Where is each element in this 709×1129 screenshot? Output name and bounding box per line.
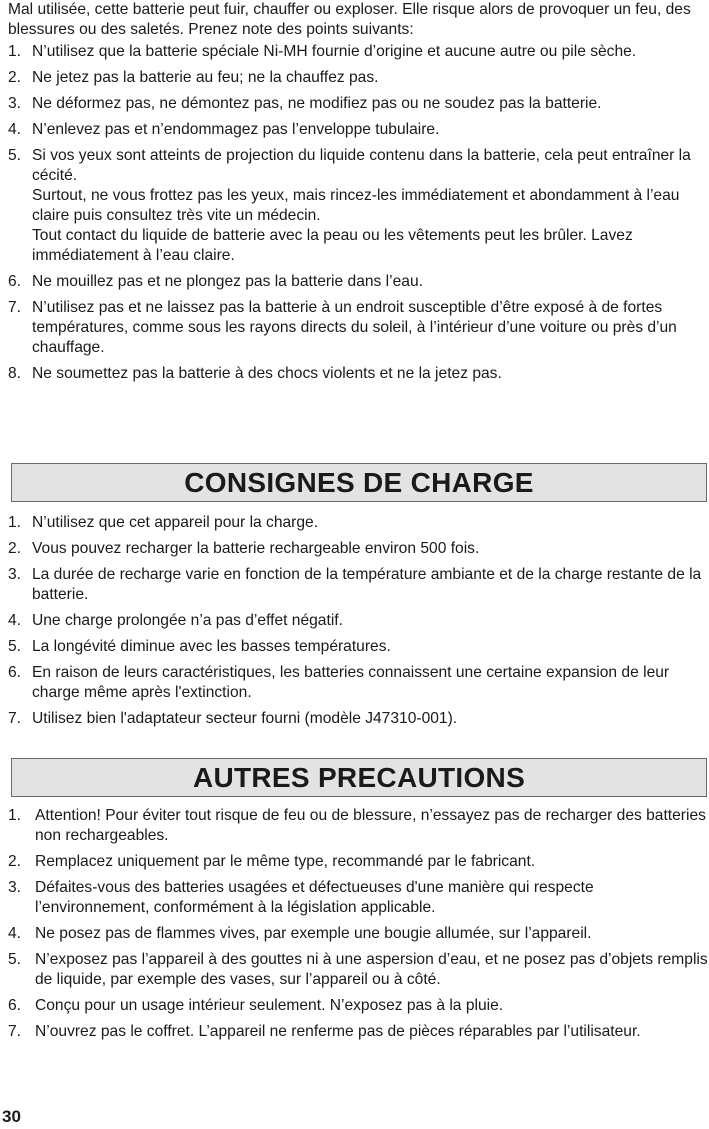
item-number: 7. — [8, 1023, 22, 1040]
item-text: N’ouvrez pas le coffret. L’appareil ne renferme pas de pièces réparables par l’utilisateur. — [35, 1023, 641, 1040]
charge-instructions-list — [8, 513, 708, 735]
section-title: CONSIGNES DE CHARGE — [184, 466, 534, 498]
item-number: 1. — [8, 514, 22, 531]
item-text: Attention! Pour éviter tout risque de feu ou de blessure, n’essayez pas de recharger des batteries non rechargeables. — [35, 807, 706, 844]
item-number: 4. — [8, 612, 22, 629]
item-number: 2. — [8, 853, 22, 870]
page-number: 30 — [2, 1107, 21, 1126]
list-item — [8, 878, 708, 918]
item-text: La longévité diminue avec les basses températures. — [32, 638, 391, 655]
item-text: N’enlevez pas et n’endommagez pas l’enveloppe tubulaire. — [32, 121, 440, 138]
item-text: N’utilisez que la batterie spéciale Ni-MH fournie d’origine et aucune autre ou pile sèche. — [32, 43, 637, 60]
item-number: 2. — [8, 69, 22, 86]
item-text: N’utilisez pas et ne laissez pas la batterie à un endroit susceptible d’être exposé à de fortes températures, comme sous les rayons directs du soleil, à l’intérieur d’une voiture ou près d’un chauffage. — [32, 299, 677, 356]
other-precautions-list — [8, 806, 708, 1048]
item-number: 2. — [8, 540, 22, 557]
list-item — [8, 924, 708, 944]
list-item — [8, 1022, 708, 1042]
item-text: Conçu pour un usage intérieur seulement. N’exposez pas à la pluie. — [35, 997, 504, 1014]
list-item — [8, 709, 708, 729]
item-text: La durée de recharge varie en fonction de la température ambiante et de la charge restante de la batterie. — [32, 566, 702, 603]
section-title: AUTRES PRECAUTIONS — [192, 761, 526, 793]
list-item — [8, 513, 708, 533]
list-item — [8, 637, 708, 657]
list-item — [8, 539, 708, 559]
list-item — [8, 120, 708, 140]
item-number: 6. — [8, 997, 22, 1014]
section-heading-charge — [11, 463, 707, 502]
list-item — [8, 663, 708, 703]
item-text: Ne posez pas de flammes vives, par exemple une bougie allumée, sur l’appareil. — [35, 925, 592, 942]
list-item — [8, 146, 708, 266]
item-number: 5. — [8, 147, 22, 164]
item-number: 5. — [8, 951, 22, 968]
item-text: Vous pouvez recharger la batterie rechargeable environ 500 fois. — [32, 540, 480, 557]
item-text: Défaites-vous des batteries usagées et défectueuses d'une manière qui respecte l’environnement, conformément à la législation applicable. — [35, 879, 594, 916]
list-item — [8, 852, 708, 872]
list-item — [8, 806, 708, 846]
item-number: 4. — [8, 121, 22, 138]
item-number: 8. — [8, 365, 22, 382]
item-text: En raison de leurs caractéristiques, les batteries connaissent une certaine expansion de leur charge même après l'extinction. — [32, 664, 670, 701]
item-text: Remplacez uniquement par le même type, recommandé par le fabricant. — [35, 853, 536, 870]
item-number: 4. — [8, 925, 22, 942]
list-item — [8, 298, 708, 358]
list-item — [8, 94, 708, 114]
list-item — [8, 364, 708, 384]
item-number: 1. — [8, 43, 22, 60]
list-item — [8, 996, 708, 1016]
item-number: 5. — [8, 638, 22, 655]
section-heading-other — [11, 758, 707, 797]
item-number: 6. — [8, 664, 22, 681]
item-number: 3. — [8, 95, 22, 112]
list-item — [8, 950, 708, 990]
intro-paragraph: Mal utilisée, cette batterie peut fuir, chauffer ou exploser. Elle risque alors de provoquer un feu, des blessures ou des saletés. Prenez note des points suivants: — [8, 1, 691, 38]
item-text: N’utilisez que cet appareil pour la charge. — [32, 514, 319, 531]
item-number: 7. — [8, 299, 22, 316]
item-text: Utilisez bien l'adaptateur secteur fourni (modèle J47310-001). — [32, 710, 458, 727]
item-text: Ne mouillez pas et ne plongez pas la batterie dans l’eau. — [32, 273, 423, 290]
list-item — [8, 68, 708, 88]
item-number: 6. — [8, 273, 22, 290]
item-number: 7. — [8, 710, 22, 727]
item-text: Ne déformez pas, ne démontez pas, ne modifiez pas ou ne soudez pas la batterie. — [32, 95, 602, 112]
list-item — [8, 42, 708, 62]
item-text: N’exposez pas l’appareil à des gouttes ni à une aspersion d’eau, et ne posez pas d’objets remplis de liquide, par exemple des vases, sur l’appareil ou à côté. — [35, 951, 708, 988]
list-item — [8, 565, 708, 605]
item-text: Ne jetez pas la batterie au feu; ne la chauffez pas. — [32, 69, 379, 86]
list-item — [8, 272, 708, 292]
item-text: Si vos yeux sont atteints de projection du liquide contenu dans la batterie, cela peut entraîner la cécité. Surtout, ne vous frottez pas les yeux, mais rincez-les immédiatement et abondamment à l’eau claire puis consultez très vite un médecin. Tout contact du liquide de batterie avec la peau ou les vêtements peut les brûler. Lavez immédiatement à l’eau claire. — [32, 147, 691, 264]
item-number: 1. — [8, 807, 22, 824]
item-text: Ne soumettez pas la batterie à des chocs violents et ne la jetez pas. — [32, 365, 502, 382]
list-item — [8, 611, 708, 631]
item-number: 3. — [8, 879, 22, 896]
item-number: 3. — [8, 566, 22, 583]
item-text: Une charge prolongée n’a pas d’effet négatif. — [32, 612, 343, 629]
battery-warning-list — [8, 42, 708, 390]
